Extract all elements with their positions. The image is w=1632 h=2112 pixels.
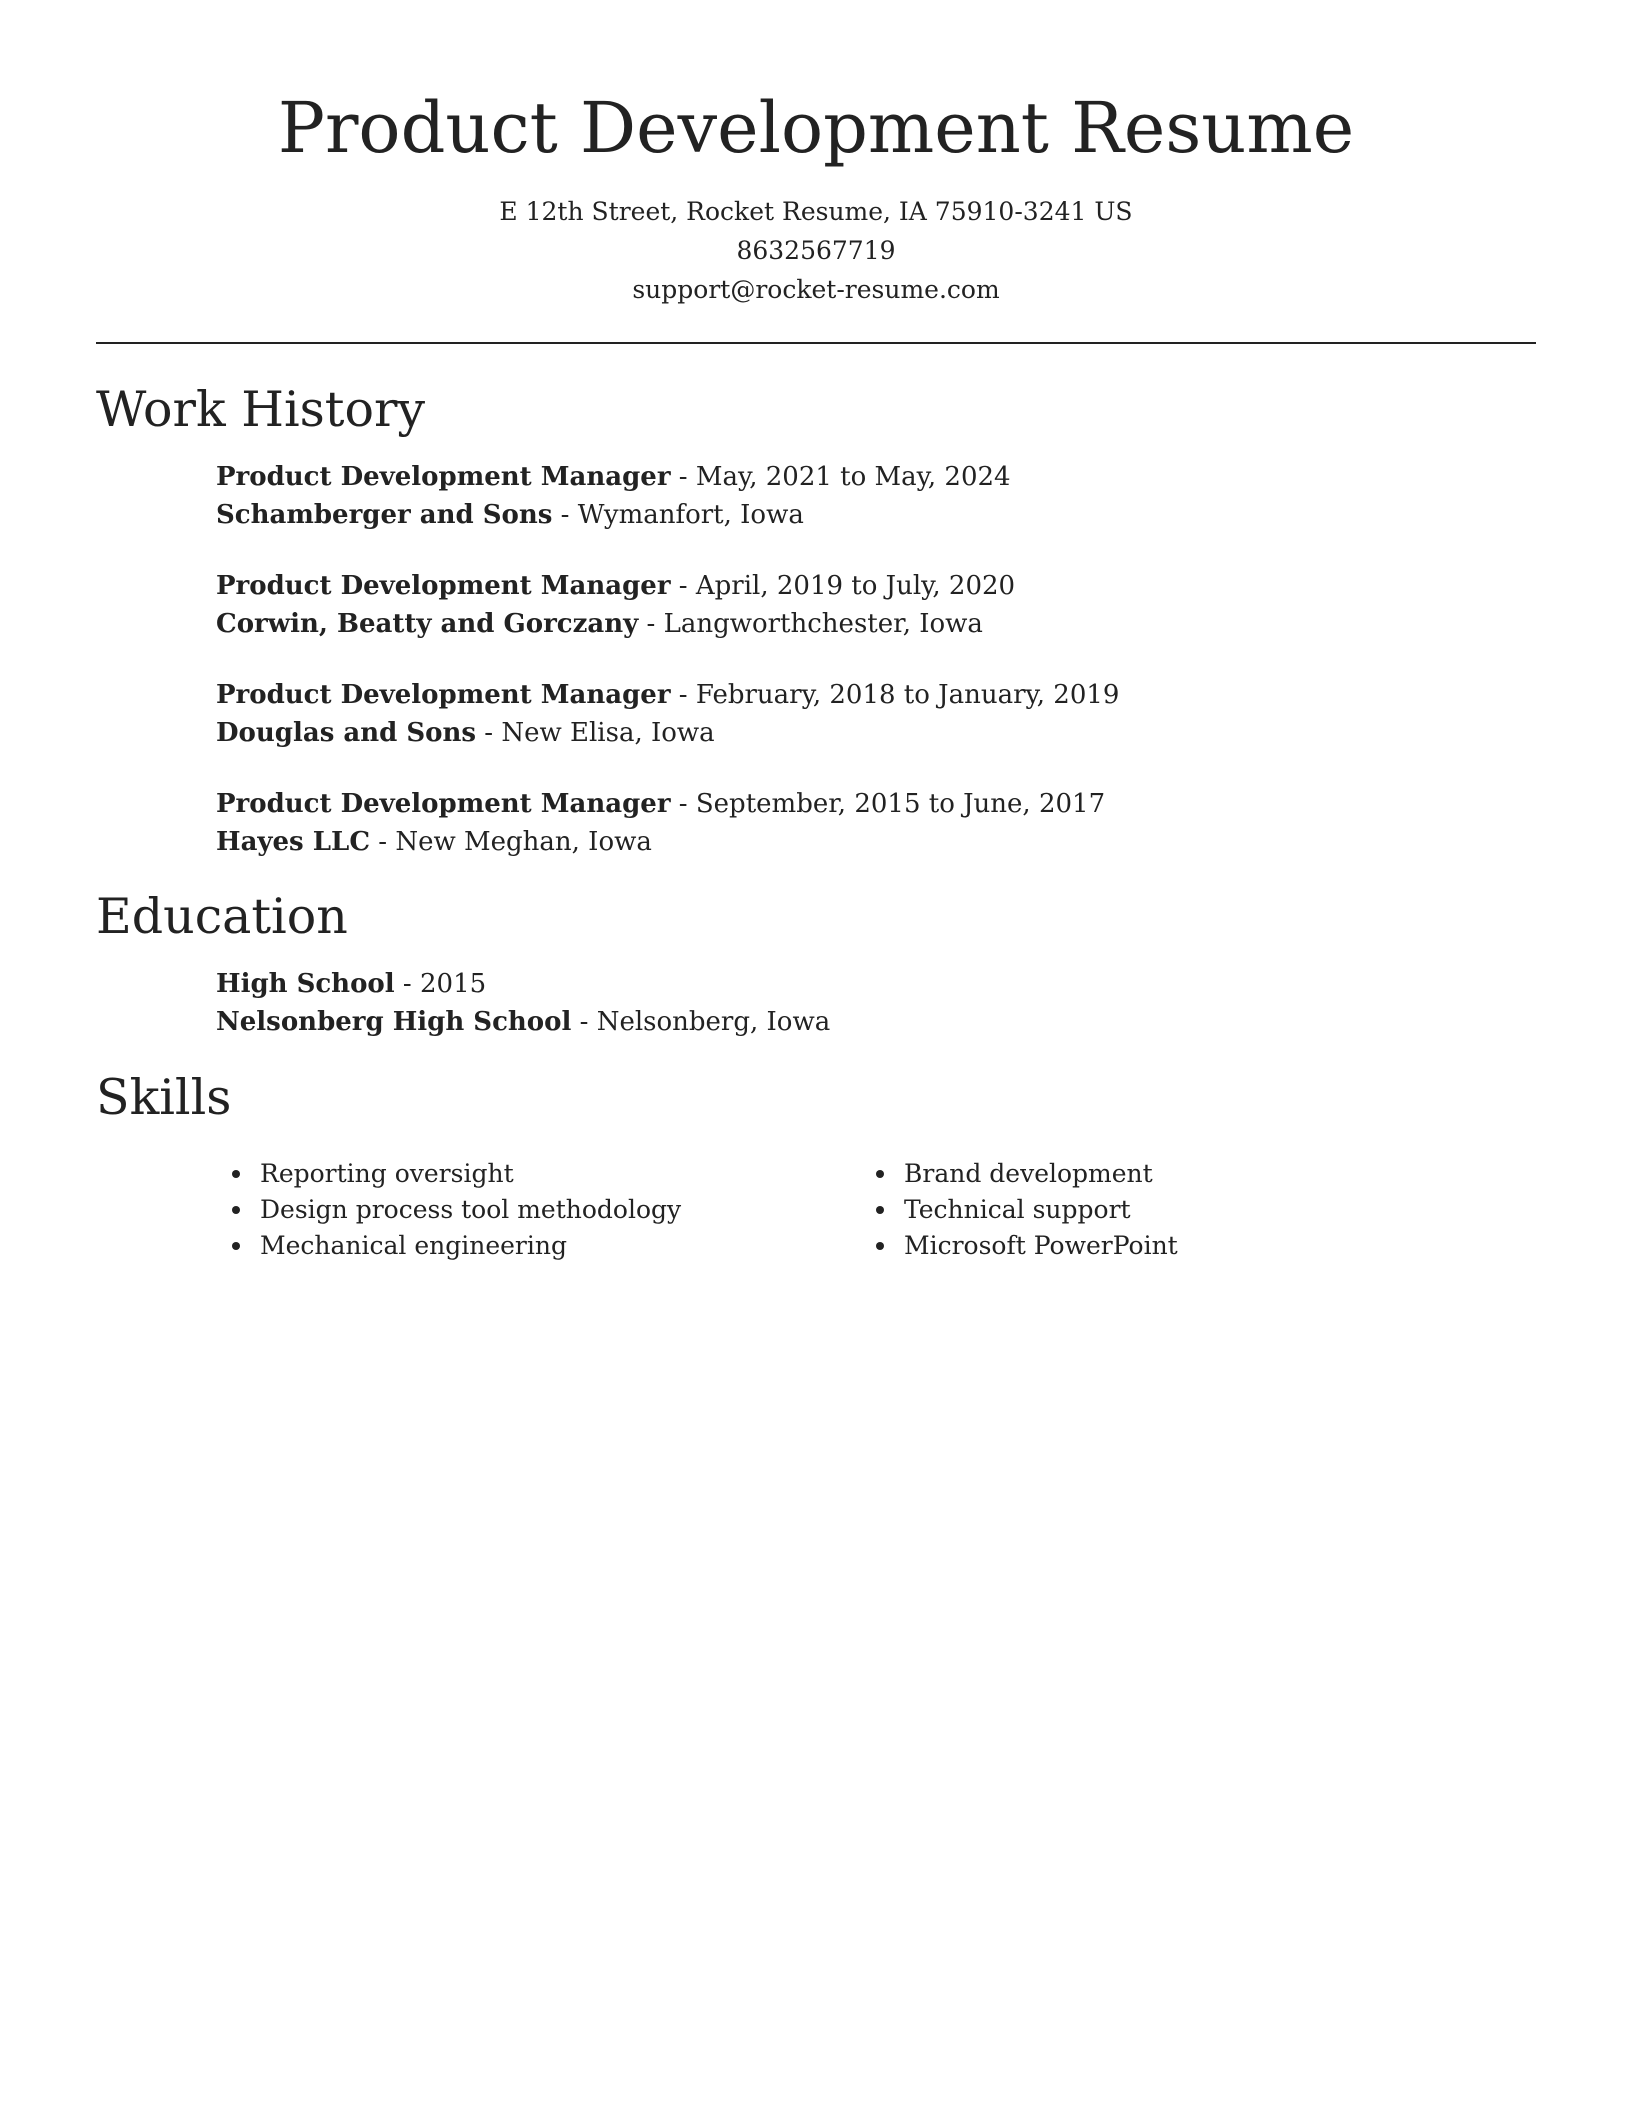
address: E 12th Street, Rocket Resume, IA 75910-3241 US — [499, 197, 1133, 226]
separator: - — [394, 969, 420, 999]
separator: - — [670, 680, 696, 710]
list-item — [216, 1192, 681, 1228]
job-dates: April, 2019 to July, 2020 — [695, 571, 1016, 601]
bullet-icon — [876, 1206, 884, 1214]
job-entry — [216, 458, 1011, 534]
job-company: Hayes LLC — [216, 827, 371, 857]
job-location: New Meghan, Iowa — [395, 827, 652, 857]
work-history-heading: Work History — [96, 381, 426, 438]
skills-column-left — [216, 1156, 681, 1264]
page-title: Product Development Resume — [277, 87, 1355, 169]
job-company-line — [216, 714, 1119, 752]
job-company: Schamberger and Sons — [216, 500, 553, 530]
skill-label: Design process tool methodology — [260, 1195, 682, 1224]
separator: - — [638, 609, 664, 639]
job-title: Product Development Manager — [216, 571, 671, 601]
skills-column-right — [860, 1156, 1178, 1264]
job-company: Corwin, Beatty and Gorczany — [216, 609, 639, 639]
skill-label: Brand development — [904, 1159, 1153, 1188]
job-company-line — [216, 605, 1015, 643]
education-heading: Education — [96, 888, 348, 945]
job-title-line — [216, 567, 1015, 605]
job-dates: February, 2018 to January, 2019 — [695, 680, 1120, 710]
job-entry — [216, 785, 1105, 861]
list-item — [216, 1228, 681, 1264]
job-title: Product Development Manager — [216, 680, 671, 710]
skills-heading: Skills — [96, 1069, 232, 1126]
bullet-icon — [876, 1242, 884, 1250]
job-location: New Elisa, Iowa — [501, 718, 715, 748]
list-item — [860, 1192, 1178, 1228]
phone: 8632567719 — [736, 236, 896, 265]
job-location: Langworthchester, Iowa — [663, 609, 983, 639]
job-company-line — [216, 823, 1105, 861]
job-title: Product Development Manager — [216, 462, 671, 492]
list-item — [216, 1156, 681, 1192]
job-company-line — [216, 496, 1011, 534]
list-item — [860, 1228, 1178, 1264]
separator: - — [670, 789, 696, 819]
skill-label: Mechanical engineering — [260, 1231, 567, 1260]
skill-label: Microsoft PowerPoint — [904, 1231, 1178, 1260]
degree-line — [216, 965, 830, 1003]
bullet-icon — [232, 1242, 240, 1250]
bullet-icon — [232, 1206, 240, 1214]
bullet-icon — [232, 1170, 240, 1178]
school-location: Nelsonberg, Iowa — [596, 1007, 831, 1037]
list-item — [860, 1156, 1178, 1192]
separator: - — [571, 1007, 597, 1037]
job-dates: September, 2015 to June, 2017 — [695, 789, 1106, 819]
separator: - — [670, 571, 696, 601]
header-divider — [96, 342, 1536, 344]
degree: High School — [216, 969, 395, 999]
job-location: Wymanfort, Iowa — [577, 500, 804, 530]
job-title: Product Development Manager — [216, 789, 671, 819]
school-line — [216, 1003, 830, 1041]
skill-label: Reporting oversight — [260, 1159, 514, 1188]
email: support@rocket-resume.com — [632, 275, 1000, 304]
separator: - — [552, 500, 578, 530]
separator: - — [370, 827, 396, 857]
job-dates: May, 2021 to May, 2024 — [695, 462, 1011, 492]
bullet-icon — [876, 1170, 884, 1178]
job-title-line — [216, 785, 1105, 823]
job-company: Douglas and Sons — [216, 718, 477, 748]
skill-label: Technical support — [904, 1195, 1131, 1224]
resume-header — [96, 80, 1536, 309]
job-entry — [216, 567, 1015, 643]
graduation-year: 2015 — [419, 969, 487, 999]
separator: - — [670, 462, 696, 492]
contact-info — [96, 192, 1536, 309]
job-title-line — [216, 458, 1011, 496]
job-entry — [216, 676, 1119, 752]
separator: - — [476, 718, 502, 748]
education-entry — [216, 965, 830, 1041]
school-name: Nelsonberg High School — [216, 1007, 572, 1037]
job-title-line — [216, 676, 1119, 714]
